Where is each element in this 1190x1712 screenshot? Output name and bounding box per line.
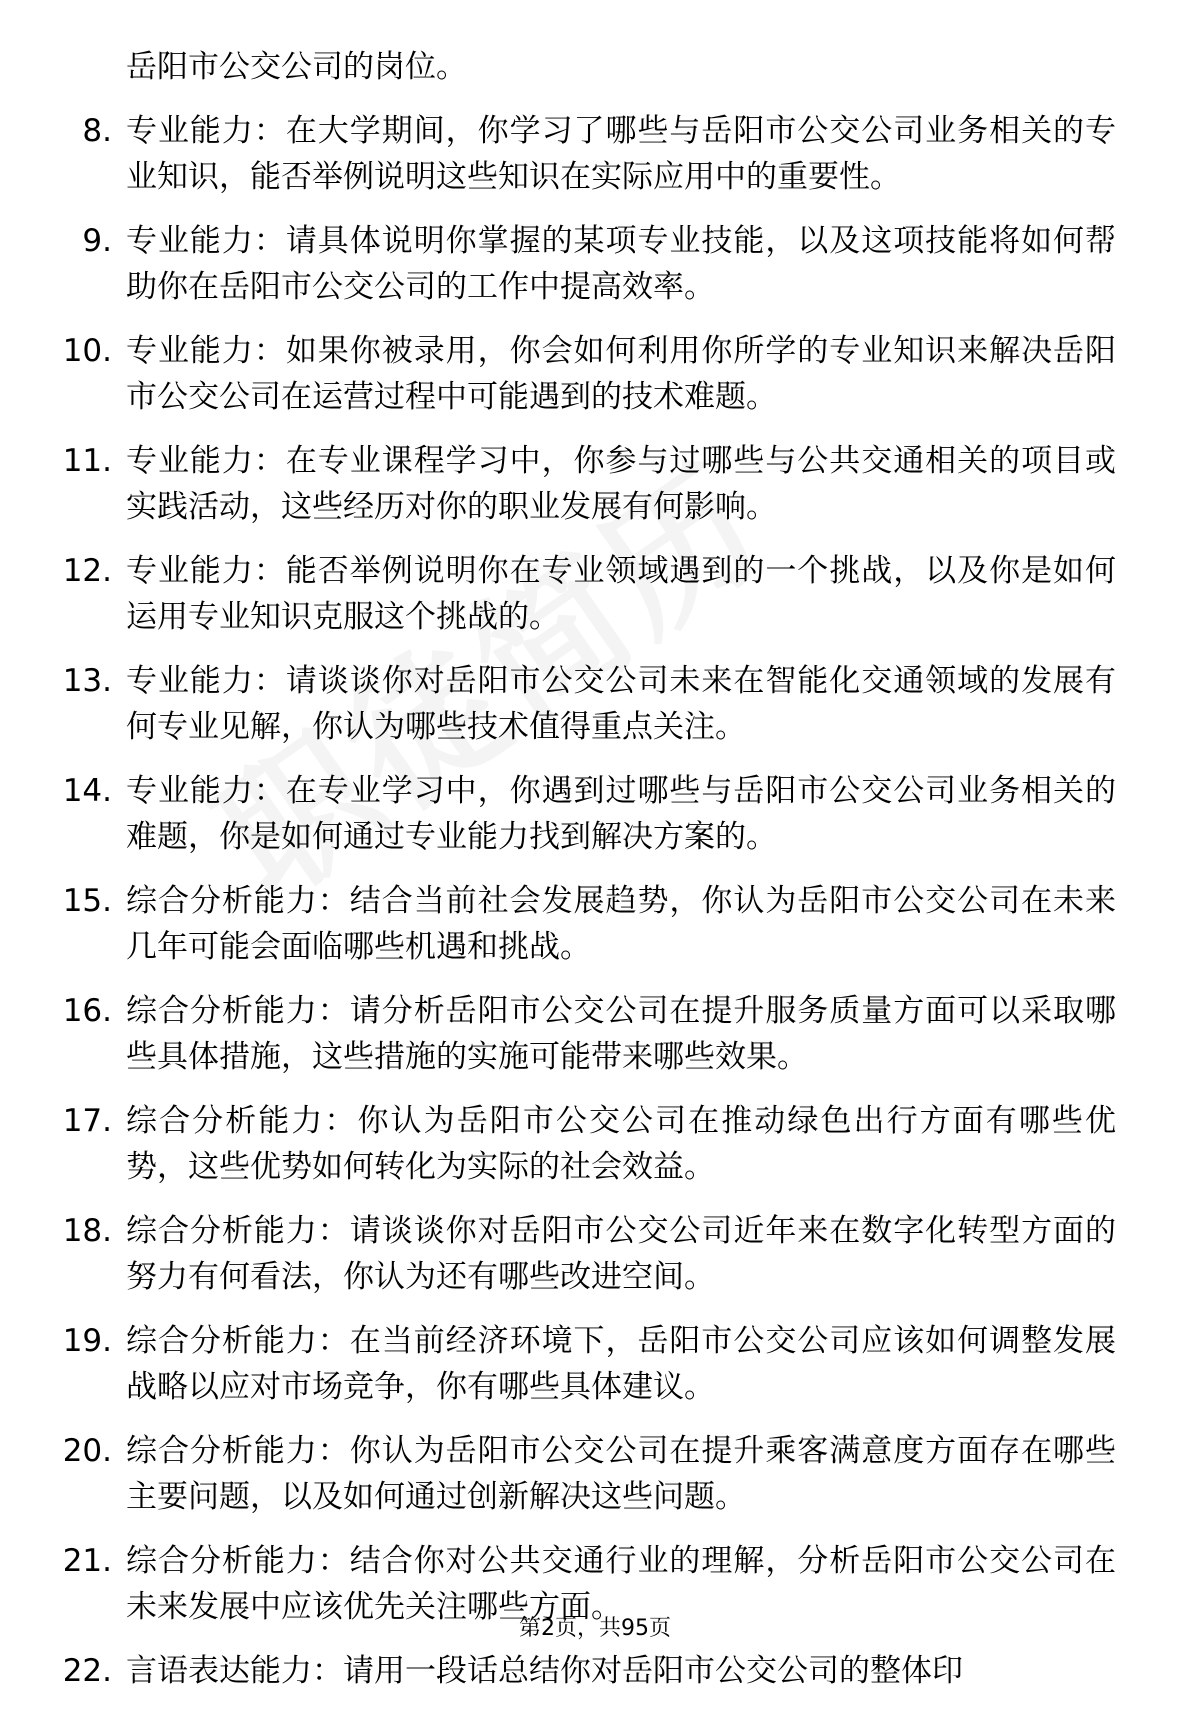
question-text: 专业能力：请谈谈你对岳阳市公交公司未来在智能化交通领域的发展有何专业见解，你认为哪些技术值得重点关注。: [126, 663, 1116, 745]
question-text: 专业能力：在专业课程学习中，你参与过哪些与公共交通相关的项目或实践活动，这些经历对你的职业发展有何影响。: [126, 443, 1116, 525]
question-number: 9.: [82, 223, 112, 259]
page-number: 第2页，共95页: [519, 1616, 671, 1641]
question-number: 22.: [62, 1653, 112, 1689]
question-item: [56, 328, 1116, 420]
question-item: [56, 878, 1116, 970]
question-number: 21.: [62, 1543, 112, 1579]
question-number: 15.: [62, 883, 112, 919]
question-item: [56, 438, 1116, 530]
question-text: 专业能力：在专业学习中，你遇到过哪些与岳阳市公交公司业务相关的难题，你是如何通过专业能力找到解决方案的。: [126, 773, 1116, 855]
question-item: [56, 1318, 1116, 1410]
question-item: [56, 108, 1116, 200]
question-number: 16.: [62, 993, 112, 1029]
question-number: 19.: [62, 1323, 112, 1359]
continuation-text: 岳阳市公交公司的岗位。: [126, 49, 467, 85]
question-number: 17.: [62, 1103, 112, 1139]
question-number: 11.: [62, 443, 112, 479]
question-number: 13.: [62, 663, 112, 699]
question-item: [56, 1208, 1116, 1300]
question-text: 专业能力：在大学期间，你学习了哪些与岳阳市公交公司业务相关的专业知识，能否举例说明这些知识在实际应用中的重要性。: [126, 113, 1116, 195]
question-text: 专业能力：如果你被录用，你会如何利用你所学的专业知识来解决岳阳市公交公司在运营过程中可能遇到的技术难题。: [126, 333, 1116, 415]
question-text: 综合分析能力：请分析岳阳市公交公司在提升服务质量方面可以采取哪些具体措施，这些措施的实施可能带来哪些效果。: [126, 993, 1116, 1075]
question-text: 言语表达能力：请用一段话总结你对岳阳市公交公司的整体印: [126, 1653, 963, 1689]
question-text: 综合分析能力：你认为岳阳市公交公司在提升乘客满意度方面存在哪些主要问题，以及如何通过创新解决这些问题。: [126, 1433, 1116, 1515]
question-text: 综合分析能力：请谈谈你对岳阳市公交公司近年来在数字化转型方面的努力有何看法，你认为还有哪些改进空间。: [126, 1213, 1116, 1295]
question-item: [56, 768, 1116, 860]
question-number: 20.: [62, 1433, 112, 1469]
question-text: 综合分析能力：在当前经济环境下，岳阳市公交公司应该如何调整发展战略以应对市场竞争，你有哪些具体建议。: [126, 1323, 1116, 1405]
question-text: 专业能力：能否举例说明你在专业领域遇到的一个挑战，以及你是如何运用专业知识克服这个挑战的。: [126, 553, 1116, 635]
question-text: 综合分析能力：你认为岳阳市公交公司在推动绿色出行方面有哪些优势，这些优势如何转化为实际的社会效益。: [126, 1103, 1116, 1185]
question-number: 8.: [82, 113, 112, 149]
question-number: 12.: [62, 553, 112, 589]
question-number: 14.: [62, 773, 112, 809]
question-item: [56, 1428, 1116, 1520]
question-item: [56, 1098, 1116, 1190]
question-text: 专业能力：请具体说明你掌握的某项专业技能，以及这项技能将如何帮助你在岳阳市公交公司的工作中提高效率。: [126, 223, 1116, 305]
question-item: [56, 548, 1116, 640]
question-text: 综合分析能力：结合你对公共交通行业的理解，分析岳阳市公交公司在未来发展中应该优先关注哪些方面。: [126, 1543, 1116, 1625]
question-item: [56, 1648, 1116, 1694]
question-number: 18.: [62, 1213, 112, 1249]
question-number: 10.: [62, 333, 112, 369]
question-text: 综合分析能力：结合当前社会发展趋势，你认为岳阳市公交公司在未来几年可能会面临哪些机遇和挑战。: [126, 883, 1116, 965]
question-list: [56, 44, 1116, 1712]
question-item: [56, 218, 1116, 310]
question-item: [56, 658, 1116, 750]
question-item: [56, 988, 1116, 1080]
